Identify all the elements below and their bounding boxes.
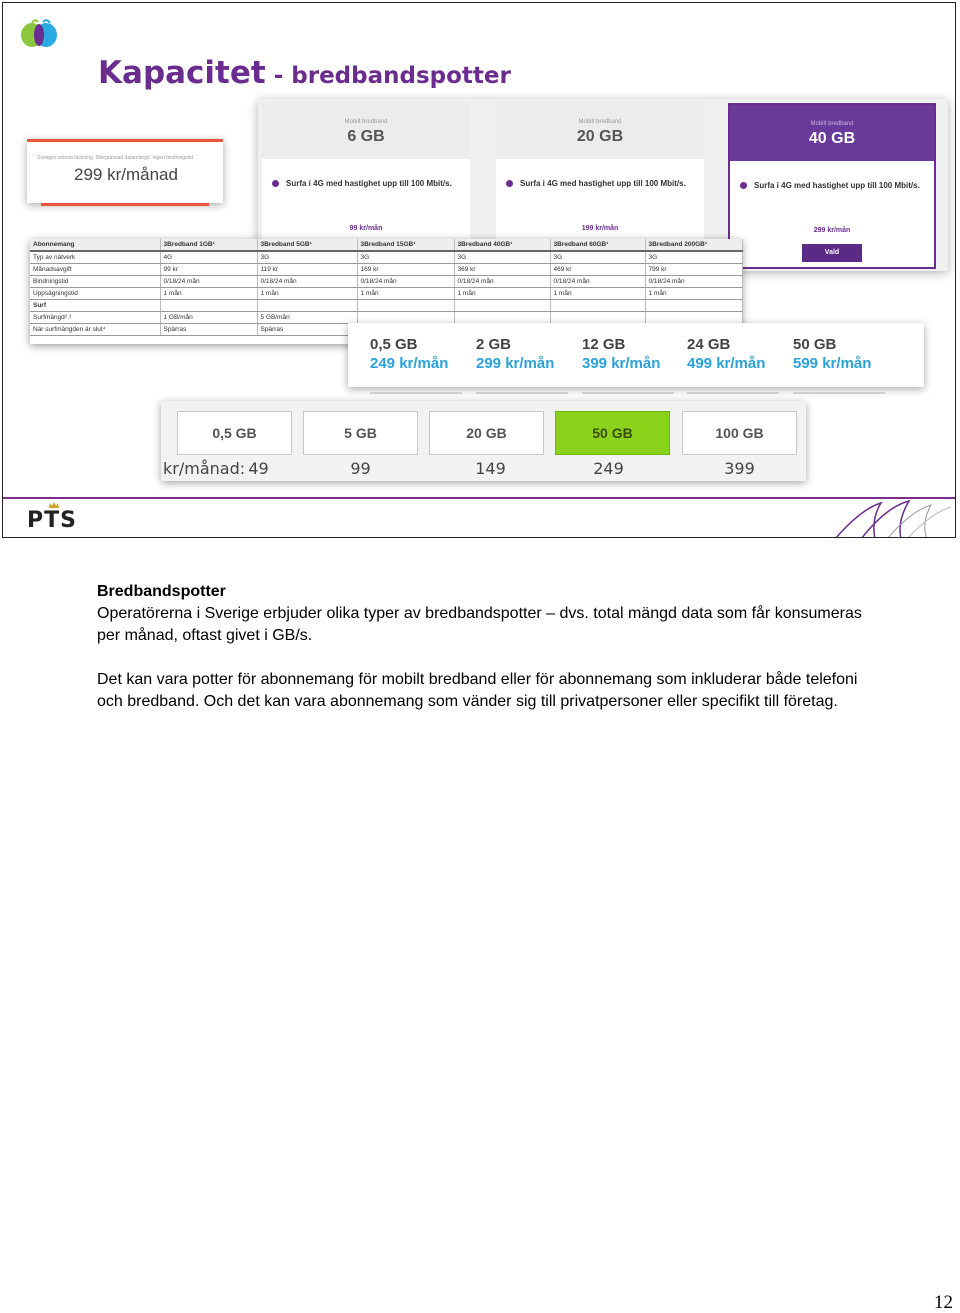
- check-icon: [272, 180, 279, 187]
- size-option-selected[interactable]: 50 GB: [555, 411, 670, 455]
- table-row: [30, 300, 742, 312]
- table-cell: 1 mån: [357, 288, 454, 300]
- decorative-swirl-icon: [831, 499, 956, 538]
- size-price: 49: [248, 459, 269, 478]
- table-header-row: [30, 239, 742, 251]
- price-options-screenshot: [348, 323, 924, 387]
- price-option[interactable]: [370, 336, 466, 372]
- table-cell: 0/18/24 mån: [160, 276, 257, 288]
- table-cell: [645, 300, 742, 312]
- offer-screenshot-unlimited: [27, 139, 223, 203]
- price-option-gb: 12 GB: [582, 336, 626, 353]
- table-cell: Månadsavgift: [30, 264, 160, 276]
- table-cell: 1 GB/mån: [160, 312, 257, 324]
- plan-card-header: [496, 103, 704, 159]
- subscription-table: [30, 239, 743, 336]
- plan-card-label: Mobilt bredband: [344, 119, 388, 125]
- size-selector-screenshot: [161, 401, 806, 481]
- table-cell: 3G: [550, 251, 645, 264]
- table-header-cell: 3Bredband 5GB¹: [257, 239, 357, 251]
- plan-card-feature-text: Surfa i 4G med hastighet upp till 100 Mbit/s.: [286, 179, 452, 188]
- table-cell: [454, 300, 550, 312]
- size-price: 149: [475, 459, 506, 478]
- table-cell: 0/18/24 mån: [357, 276, 454, 288]
- underline: [793, 392, 885, 394]
- price-option-gb: 2 GB: [476, 336, 512, 353]
- price-label: kr/månad:: [163, 459, 246, 478]
- table-header-cell: 3Bredband 200GB¹: [645, 239, 742, 251]
- plan-card-feature: [506, 177, 696, 191]
- table-cell: [550, 300, 645, 312]
- table-cell: 1 mån: [160, 288, 257, 300]
- slide-title-sub: - bredbandspotter: [265, 63, 511, 89]
- table-header-cell: 3Bredband 15GB¹: [357, 239, 454, 251]
- table-cell: 1 mån: [257, 288, 357, 300]
- table-row: [30, 251, 742, 264]
- plan-card-header: [262, 103, 470, 159]
- size-option[interactable]: 0,5 GB: [177, 411, 292, 455]
- plan-card-price: 199 kr/mån: [581, 225, 619, 232]
- price-option[interactable]: [687, 336, 783, 372]
- check-icon: [740, 182, 747, 189]
- table-header-cell: 3Bredband 1GB¹: [160, 239, 257, 251]
- table-cell: [160, 300, 257, 312]
- table-cell: 3G: [257, 251, 357, 264]
- table-cell: Typ av nätverk: [30, 251, 160, 264]
- table-cell: Spärras: [257, 324, 357, 336]
- speaker-notes: [97, 581, 867, 713]
- price-option-price: 399 kr/mån: [582, 355, 661, 372]
- table-header-cell: 3Bredband 40GB¹: [454, 239, 550, 251]
- price-option-price: 249 kr/mån: [370, 355, 449, 372]
- size-price: 249: [593, 459, 624, 478]
- size-price: 99: [350, 459, 371, 478]
- table-cell: [550, 312, 645, 324]
- underline: [687, 392, 779, 394]
- table-cell: 1 mån: [454, 288, 550, 300]
- plan-card-selected[interactable]: [728, 103, 936, 269]
- page-number: 12: [934, 1292, 953, 1313]
- plan-card-price: 299 kr/mån: [813, 227, 851, 234]
- table-cell: Uppsägningstid: [30, 288, 160, 300]
- table-cell: Surfmängd²˒³: [30, 312, 160, 324]
- table-cell: 0/18/24 mån: [257, 276, 357, 288]
- table-cell: 119 kr: [257, 264, 357, 276]
- table-cell: 99 kr: [160, 264, 257, 276]
- table-cell: 0/18/24 mån: [550, 276, 645, 288]
- footer-rule: [3, 497, 956, 499]
- price-option-gb: 50 GB: [793, 336, 837, 353]
- choose-button[interactable]: Vald: [802, 244, 862, 262]
- price-option-gb: 24 GB: [687, 336, 731, 353]
- table-cell: Surf: [30, 300, 160, 312]
- price-option-price: 599 kr/mån: [793, 355, 872, 372]
- table-row: [30, 312, 742, 324]
- plan-card-gb: 20 GB: [576, 128, 624, 145]
- table-row: [30, 276, 742, 288]
- table-cell: 3G: [645, 251, 742, 264]
- plan-card-gb: 40 GB: [808, 130, 856, 147]
- underline: [582, 392, 674, 394]
- plan-card-feature: [740, 179, 930, 193]
- table-cell: 169 kr: [357, 264, 454, 276]
- table-cell: 1 mån: [645, 288, 742, 300]
- table-cell: [454, 312, 550, 324]
- table-cell: [357, 312, 454, 324]
- slide-title: [98, 55, 511, 91]
- underline: [370, 392, 462, 394]
- price-option[interactable]: [582, 336, 678, 372]
- table-cell: Spärras: [160, 324, 257, 336]
- table-header-cell: 3Bredband 60GB¹: [550, 239, 645, 251]
- offer-small-text: Sveriges största täckning. Obegränsad datamängd. Ingen bindningstid.: [37, 155, 195, 161]
- price-option[interactable]: [793, 336, 889, 372]
- table-cell: 5 GB/mån: [257, 312, 357, 324]
- table-cell: 369 kr: [454, 264, 550, 276]
- price-option-price: 499 kr/mån: [687, 355, 766, 372]
- price-option-price: 299 kr/mån: [476, 355, 555, 372]
- table-cell: 3G: [454, 251, 550, 264]
- plan-card-label: Mobilt bredband: [810, 121, 854, 127]
- slide-title-main: Kapacitet: [98, 55, 266, 91]
- slide: [2, 2, 956, 538]
- notes-heading: Bredbandspotter: [97, 583, 226, 600]
- notes-paragraph: Operatörerna i Sverige erbjuder olika typer av bredbandspotter – dvs. total mängd data som får konsumeras per månad, oftast givet i GB/s.: [97, 605, 862, 644]
- table-cell: [357, 300, 454, 312]
- plan-card-label: Mobilt bredband: [578, 119, 622, 125]
- table-row: [30, 264, 742, 276]
- underline: [476, 392, 568, 394]
- size-option[interactable]: 5 GB: [303, 411, 418, 455]
- pts-logo: PTS: [27, 508, 77, 533]
- plan-card-header: [730, 105, 934, 161]
- table-cell: 1 mån: [550, 288, 645, 300]
- plan-card-price: 99 kr/mån: [349, 225, 383, 232]
- plan-card-feature-text: Surfa i 4G med hastighet upp till 100 Mbit/s.: [754, 181, 920, 190]
- notes-paragraph: Det kan vara potter för abonnemang för mobilt bredband eller för abonnemang som inkluderar både telefoni och bredband. Och det kan vara abonnemang som vänder sig till privatpersoner eller specifikt till företag.: [97, 671, 858, 710]
- accent-bar: [41, 203, 209, 206]
- table-cell: 3G: [357, 251, 454, 264]
- offer-price: 299 kr/månad: [74, 165, 178, 184]
- table-cell: 4G: [160, 251, 257, 264]
- table-cell: 0/18/24 mån: [454, 276, 550, 288]
- check-icon: [506, 180, 513, 187]
- size-option[interactable]: 100 GB: [682, 411, 797, 455]
- table-cell: 0/18/24 mån: [645, 276, 742, 288]
- table-cell: Bindningstid: [30, 276, 160, 288]
- size-option[interactable]: 20 GB: [429, 411, 544, 455]
- plan-card-feature-text: Surfa i 4G med hastighet upp till 100 Mbit/s.: [520, 179, 686, 188]
- table-cell: 469 kr: [550, 264, 645, 276]
- table-cell: [645, 312, 742, 324]
- price-option[interactable]: [476, 336, 572, 372]
- table-header-cell: Abonnemang: [30, 239, 160, 251]
- size-price: 399: [724, 459, 755, 478]
- price-option-gb: 0,5 GB: [370, 336, 418, 353]
- plan-card-feature: [272, 177, 462, 191]
- table-cell: [257, 300, 357, 312]
- table-cell: 799 kr: [645, 264, 742, 276]
- table-cell: När surfmängden är slut⁴: [30, 324, 160, 336]
- table-row: [30, 288, 742, 300]
- logo-icon: [17, 17, 61, 49]
- plan-card-gb: 6 GB: [347, 128, 385, 145]
